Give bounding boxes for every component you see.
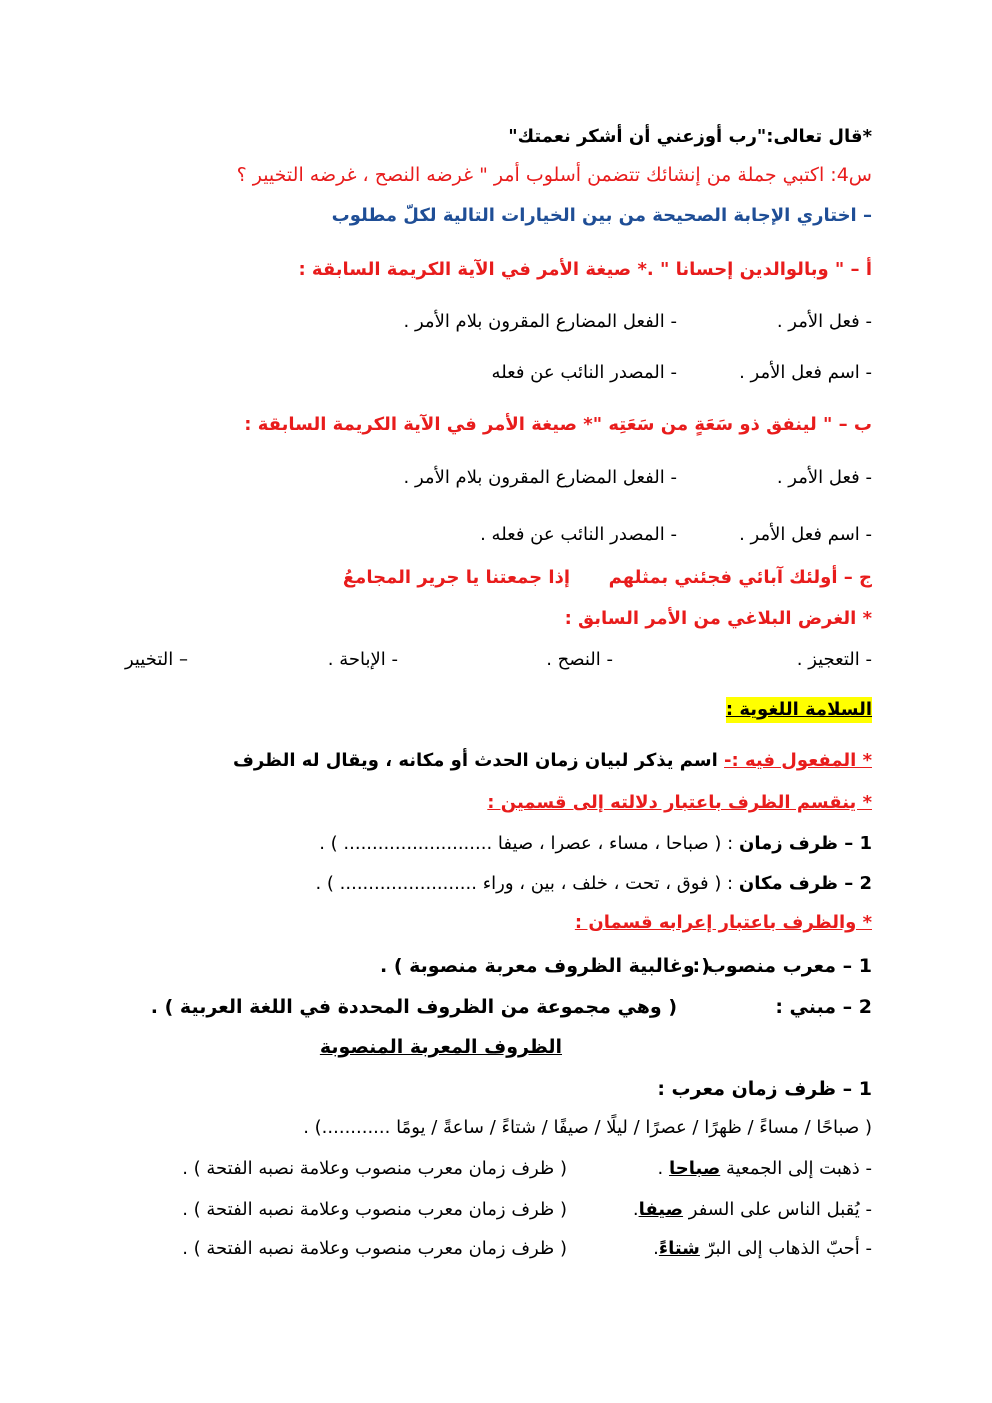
- example-1-before: - ذهبت إلى الجمعية: [720, 1158, 872, 1179]
- part-c-option-2[interactable]: - النصح .: [546, 649, 613, 670]
- definition-term: * المفعول فيه :-: [724, 750, 872, 771]
- example-1-sentence: [658, 1156, 872, 1182]
- part-c-option-1[interactable]: - التعجيز .: [796, 649, 872, 670]
- example-3-word: شتاءً: [658, 1238, 700, 1259]
- part-a-question: أ – " وبالوالدين إحسانا " .* صيغة الأمر في الآية الكريمة السابقة :: [298, 259, 872, 280]
- declinable-text: ( وغالبية الظروف معربة منصوبة ) .: [380, 955, 710, 977]
- declinable-label: 1 – معرب منصوب :: [692, 955, 872, 977]
- example-3-parse: ( ظرف زمان معرب منصوب وعلامة نصبه الفتحة ) .: [182, 1238, 567, 1259]
- subtitle: الظروف المعربة المنصوبة: [319, 1036, 562, 1058]
- indeclinable-text: ( وهي مجموعة من الظروف المحددة في اللغة العربية ) .: [150, 996, 677, 1018]
- part-c-verse-first: ج – أولئك آبائي فجئني بمثلهم: [608, 567, 872, 588]
- time-examples-list: ( صباحًا / مساءً / ظهرًا / عصرًا / ليلًا / صيفًا / شتاءً / ساعةً / يومًا ............) .: [303, 1117, 872, 1138]
- place-adverb-label: ظرف مكان: [738, 873, 845, 894]
- time-adverb-number: 1 –: [844, 833, 872, 854]
- place-adverb-line: [315, 871, 872, 897]
- part-c-question: * الغرض البلاغي من الأمر السابق :: [564, 608, 872, 629]
- example-1-parse: ( ظرف زمان معرب منصوب وعلامة نصبه الفتحة ) .: [182, 1158, 567, 1179]
- division-heading: * ينقسم الظرف باعتبار دلالته إلى قسمين :: [487, 792, 872, 813]
- part-a-option-3[interactable]: - اسم فعل الأمر .: [739, 362, 872, 383]
- time-adverb-line: [319, 831, 872, 857]
- place-adverb-text: : ( فوق ، تحت ، خلف ، بين ، وراء ........................ ) .: [315, 873, 739, 894]
- definition-text: اسم يذكر لبيان زمان الحدث أو مكانه ، ويقال له الظرف: [232, 750, 725, 771]
- example-1-after: .: [657, 1158, 669, 1179]
- example-3-before: - أحبّ الذهاب إلى البرّ: [699, 1238, 872, 1259]
- verse-intro: *قال تعالى:"رب أوزعني أن أشكر نعمتك": [508, 126, 872, 147]
- declinable-time-heading: 1 – ظرف زمان معرب :: [657, 1078, 872, 1100]
- parsing-heading: * والظرف باعتبار إعرابه قسمان :: [574, 912, 872, 933]
- part-b-option-3[interactable]: - اسم فعل الأمر .: [739, 524, 872, 545]
- definition-line: [233, 748, 872, 774]
- grammar-heading: السلامة اللغوية :: [726, 697, 872, 723]
- part-c-option-3[interactable]: - الإباحة .: [327, 649, 398, 670]
- example-2-parse: ( ظرف زمان معرب منصوب وعلامة نصبه الفتحة ) .: [182, 1199, 567, 1220]
- example-3-sentence: [653, 1236, 872, 1262]
- time-adverb-text: : ( صباحا ، مساء ، عصرا ، صيفا .......................... ) .: [319, 833, 739, 854]
- example-2-after: .: [632, 1199, 639, 1220]
- choose-instruction: – اختاري الإجابة الصحيحة من بين الخيارات التالية لكلّ مطلوب: [331, 205, 872, 226]
- part-a-option-2[interactable]: - الفعل المضارع المقرون بلام الأمر .: [403, 311, 677, 332]
- time-adverb-label: ظرف زمان: [738, 833, 845, 854]
- part-b-question: ب – " لينفق ذو سَعَةٍ من سَعَتِه "* صيغة الأمر في الآية الكريمة السابقة :: [244, 414, 872, 435]
- part-b-option-1[interactable]: - فعل الأمر .: [776, 467, 872, 488]
- example-3-after: .: [653, 1238, 659, 1259]
- part-c-option-4[interactable]: – التخيير: [124, 649, 188, 670]
- place-adverb-number: 2 –: [844, 873, 872, 894]
- question-4: س4: اكتبي جملة من إنشائك تتضمن أسلوب أمر " غرضه النصح ، غرضه التخيير ؟: [236, 164, 872, 186]
- example-2-word: صيفا: [638, 1199, 684, 1220]
- example-1-word: صباحا: [669, 1158, 721, 1179]
- indeclinable-label: 2 – مبني :: [775, 996, 872, 1018]
- part-b-option-2[interactable]: - الفعل المضارع المقرون بلام الأمر .: [403, 467, 677, 488]
- part-a-option-4[interactable]: - المصدر النائب عن فعله: [491, 362, 677, 383]
- part-c-verse-second: إذا جمعتنا يا جرير المجامعُ: [342, 567, 570, 588]
- part-b-option-4[interactable]: - المصدر النائب عن فعله .: [480, 524, 677, 545]
- example-2-sentence: [633, 1197, 872, 1223]
- example-2-before: - يُقبل الناس على السفر: [683, 1199, 872, 1220]
- part-a-option-1[interactable]: - فعل الأمر .: [776, 311, 872, 332]
